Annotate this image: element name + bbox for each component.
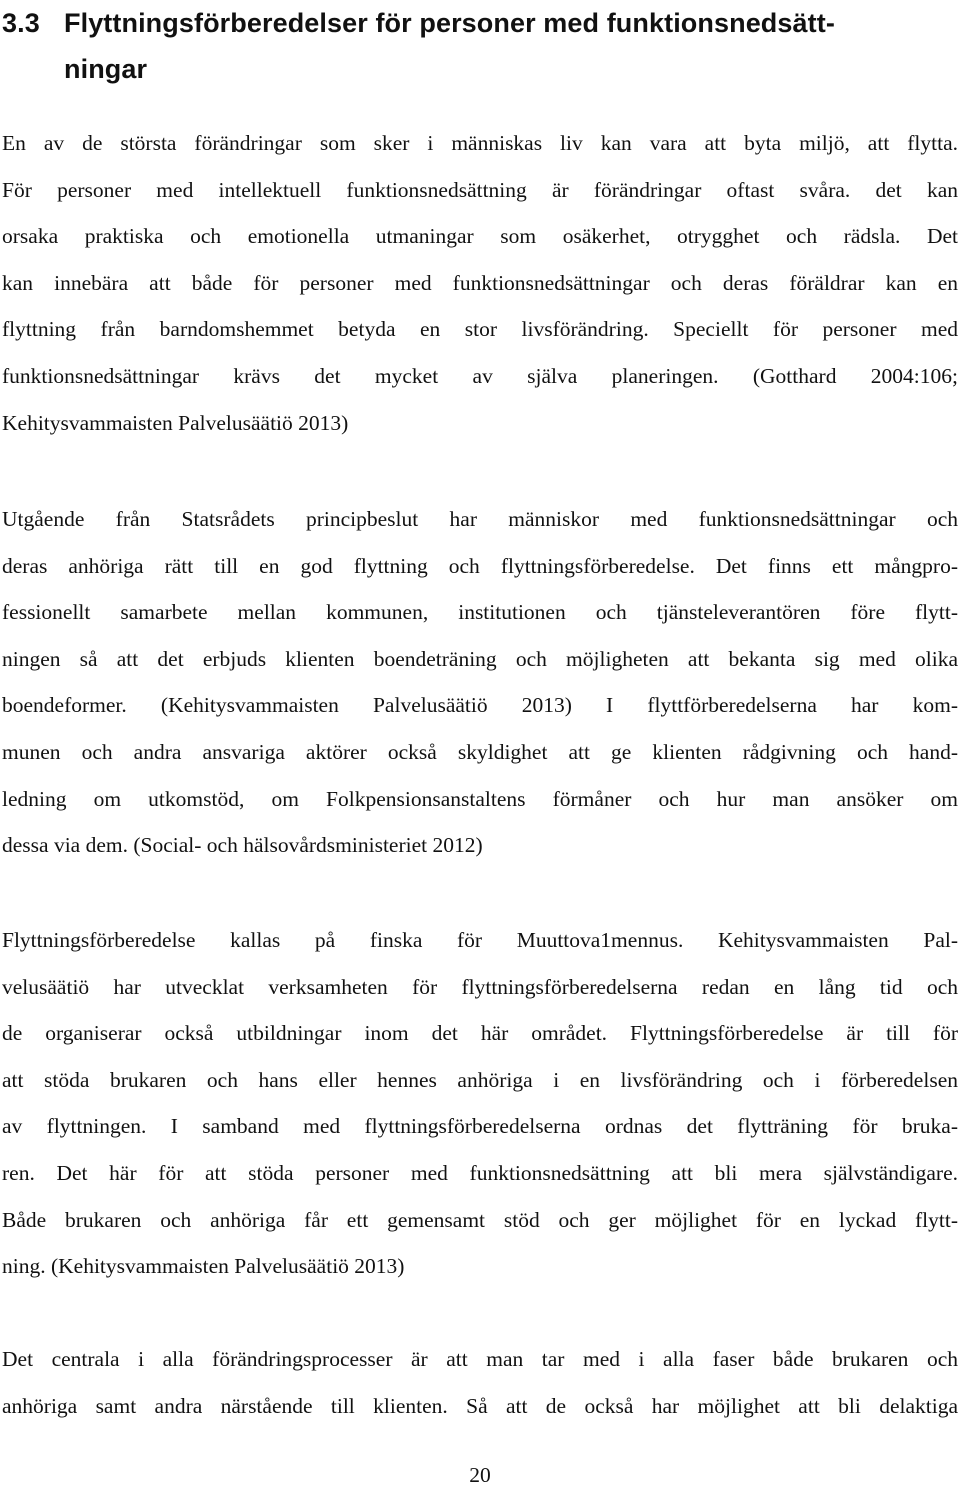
paragraph-line: munen och andra ansvariga aktörer också skyldighet att ge klienten rådgivning och hand- — [2, 739, 958, 764]
paragraph-line: För personer med intellektuell funktionsnedsättning är förändringar oftast svåra. det kan — [2, 177, 958, 202]
paragraph-line: ningen så att det erbjuds klienten boendeträning och möjligheten att bekanta sig med olika — [2, 646, 958, 671]
paragraph-moving-as-life-change — [2, 120, 958, 446]
paragraph-line: funktionsnedsättningar krävs det mycket av själva planeringen. (Gotthard 2004:106; — [2, 363, 958, 388]
paragraph-line: Både brukaren och anhöriga får ett gemensamt stöd och ger möjlighet för en lyckad flytt- — [2, 1207, 958, 1232]
paragraph-line: av flyttningen. I samband med flyttningsförberedelserna ordnas det flytträning för bruka- — [2, 1114, 958, 1139]
paragraph-line: Kehitysvammaisten Palvelusäätiö 2013) — [2, 410, 349, 435]
page-number: 20 — [469, 1463, 491, 1487]
paragraph-line: flyttning från barndomshemmet betyda en stor livsförändring. Speciellt för personer med — [2, 317, 958, 342]
paragraph-line: ren. Det här för att stöda personer med funktionsnedsättning att bli mera självständigare. — [2, 1160, 958, 1185]
paragraph-line: deras anhöriga rätt till en god flyttning och flyttningsförberedelse. Det finns ett mångpro- — [2, 553, 958, 578]
paragraph-line: En av de största förändringar som sker i människas liv kan vara att byta miljö, att flytta. — [2, 131, 958, 155]
paragraph-line: Utgående från Statsrådets principbeslut har människor med funktionsnedsättningar och — [2, 507, 958, 531]
paragraph-line: att stöda brukaren och hans eller hennes anhöriga i en livsförändring och i förberedelsen — [2, 1067, 958, 1092]
paragraph-line: fessionellt samarbete mellan kommunen, institutionen och tjänsteleverantören före flytt- — [2, 600, 958, 625]
section-heading — [2, 0, 954, 92]
section-title-line-1: Flyttningsförberedelser för personer med funktionsnedsätt- — [64, 8, 835, 38]
paragraph-line: velusäätiö har utvecklat verksamheten för flyttningsförberedelserna redan en lång tid och — [2, 974, 958, 999]
paragraph-line: Flyttningsförberedelse kallas på finska för Muuttova1mennus. Kehitysvammaisten Pal- — [2, 928, 958, 952]
paragraph-line: kan innebära att både för personer med funktionsnedsättningar och deras föräldrar kan en — [2, 270, 958, 295]
paragraph-line: anhöriga samt andra närstående till klienten. Så att de också har möjlighet att bli delaktiga — [2, 1393, 958, 1418]
paragraph-line: orsaka praktiska och emotionella utmaningar som osäkerhet, otrygghet och rädsla. Det — [2, 224, 958, 249]
paragraph-line: ledning om utkomstöd, om Folkpensionsanstaltens förmåner och hur man ansöker om — [2, 786, 958, 811]
paragraph-muuttovalmennus — [2, 917, 958, 1290]
section-number: 3.3 — [2, 8, 40, 38]
paragraph-line: de organiserar också utbildningar inom det här området. Flyttningsförberedelse är till för — [2, 1021, 958, 1046]
paragraph-line: dessa via dem. (Social- och hälsovårdsministeriet 2012) — [2, 833, 483, 858]
paragraph-principle-decision — [2, 496, 958, 869]
section-title-line-2: ningar — [64, 54, 148, 84]
paragraph-line: ning. (Kehitysvammaisten Palvelusäätiö 2013) — [2, 1254, 405, 1279]
paragraph-line: boendeformer. (Kehitysvammaisten Palvelusäätiö 2013) I flyttförberedelserna har kom- — [2, 693, 958, 718]
paragraph-line: Det centrala i alla förändringsprocesser är att man tar med i alla faser både brukaren och — [2, 1347, 958, 1371]
paragraph-change-processes — [2, 1336, 958, 1429]
